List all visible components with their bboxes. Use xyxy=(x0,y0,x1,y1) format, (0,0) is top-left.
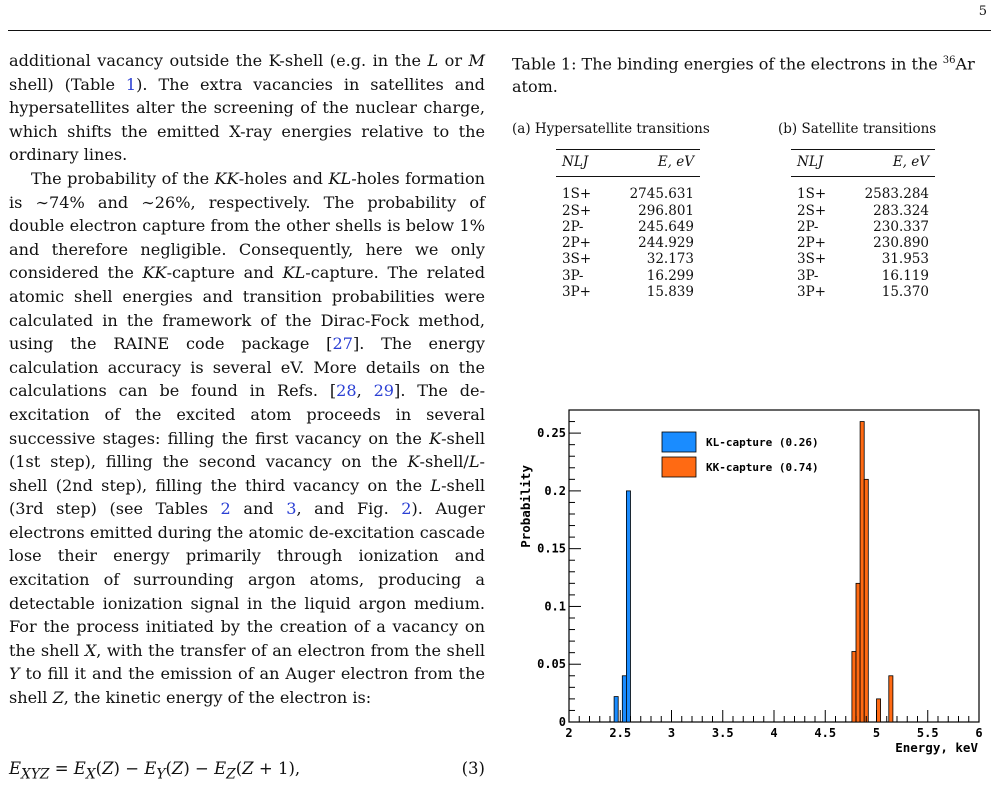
text-run: , and Fig. xyxy=(296,499,402,519)
legend-label: KK-capture (0.74) xyxy=(706,461,819,474)
histogram-bar xyxy=(860,422,864,722)
citation-link[interactable]: 28 xyxy=(336,381,357,401)
table-header-row xyxy=(791,150,935,177)
subtable-caption: (a) Hypersatellite transitions xyxy=(512,121,710,137)
header-rule xyxy=(8,30,991,31)
table-row xyxy=(556,251,700,267)
equation-number: (3) xyxy=(461,759,485,778)
y-tick-label: 0 xyxy=(558,715,566,729)
energy-cell: 296.801 xyxy=(638,202,694,219)
energy-cell: 16.299 xyxy=(646,267,694,284)
body-paragraph xyxy=(9,167,485,710)
energy-cell: 15.370 xyxy=(881,284,929,301)
energy-table xyxy=(791,149,935,300)
text-run: , with the transfer of an electron from the shell xyxy=(96,640,485,660)
shell-cell: 1S+ xyxy=(797,186,827,203)
table-row xyxy=(791,284,935,300)
text-run: ]. The energy calculation accuracy is several eV. More details on the calculations can be found in Refs. [ xyxy=(9,334,485,401)
y-tick-label: 0.2 xyxy=(544,483,566,498)
energy-cell: 15.839 xyxy=(646,284,694,301)
table-header-row xyxy=(556,150,700,177)
binding-energy-tables xyxy=(512,121,992,351)
italic-symbol: KK xyxy=(142,263,167,283)
right-column xyxy=(512,49,992,301)
italic-symbol: KL xyxy=(282,263,306,283)
equation-body: $E_{XYZ} = E_X(Z) - E_Y(Z) - E_Z(Z + 1)$, xyxy=(9,759,301,783)
italic-symbol: Y xyxy=(9,664,20,684)
energy-cell: 230.890 xyxy=(873,235,929,252)
shell-cell: 2P- xyxy=(562,218,584,235)
subtable-caption: (b) Satellite transitions xyxy=(778,121,937,137)
x-tick-label: 3.5 xyxy=(711,726,734,740)
energy-cell: 283.324 xyxy=(873,202,929,219)
text-run: -shell (2nd step), filling the third vacancy on the xyxy=(9,452,485,495)
energy-cell: 230.337 xyxy=(873,218,929,235)
table-row xyxy=(556,177,700,203)
citation-link[interactable]: 3 xyxy=(286,499,297,519)
energy-cell: 32.173 xyxy=(646,251,694,268)
legend-label: KL-capture (0.26) xyxy=(706,436,819,449)
text-run: to fill it and the emission of an Auger electron from the shell xyxy=(9,664,485,708)
energy-cell: 16.119 xyxy=(881,267,929,284)
text-run: , xyxy=(356,381,374,401)
text-run: -capture. The related atomic shell energies and transition probabilities were calculated in the framework of the Dirac-Fock method, using the RAINE code package [ xyxy=(9,263,485,354)
energy-histogram-chart xyxy=(510,402,992,762)
shell-cell: 3P- xyxy=(797,267,819,284)
x-tick-label: 3 xyxy=(667,726,676,740)
text-run: , the kinetic energy of the electron is: xyxy=(63,688,372,708)
y-tick-label: 0.25 xyxy=(537,426,566,441)
shell-cell: 3P+ xyxy=(562,284,591,301)
citation-link[interactable]: 29 xyxy=(373,381,395,401)
text-run: ). Auger electrons emitted during the atomic de-excitation cascade lose their energy primarily through ionization and excitation of surrounding argon atoms, producing a detectable ionization signal in the liquid argon medium. For the process initiated by the creation of a vacancy on the shell xyxy=(9,499,485,660)
energy-cell: 245.649 xyxy=(638,218,694,235)
energy-cell: 2583.284 xyxy=(864,186,929,203)
shell-cell: 2S+ xyxy=(562,202,592,219)
text-run: -shell (3rd step) (see Tables xyxy=(9,475,485,519)
page-number: 5 xyxy=(978,4,987,19)
x-tick-label: 5 xyxy=(872,726,881,740)
column-header-energy: E, eV xyxy=(892,154,929,170)
italic-symbol: K xyxy=(407,452,420,472)
shell-cell: 2P+ xyxy=(562,235,591,252)
y-tick-label: 0.15 xyxy=(537,541,566,556)
column-header-energy: E, eV xyxy=(657,154,694,170)
x-tick-label: 2 xyxy=(565,726,573,740)
citation-link[interactable]: 1 xyxy=(125,74,137,94)
text-run: The probability of the xyxy=(31,168,215,188)
shell-cell: 2P+ xyxy=(797,235,826,252)
text-run: ]. The de-excitation of the excited atom proceeds in several successive stages: filling the first vacancy on the xyxy=(9,381,486,448)
shell-cell: 3P- xyxy=(562,267,584,284)
italic-symbol: M xyxy=(468,51,485,70)
table-row xyxy=(791,251,935,267)
x-tick-label: 4.5 xyxy=(814,726,837,740)
histogram-bar xyxy=(614,697,618,722)
text-run: -holes formation is ∼74% and ∼26%, respectively. The probability of double electron capture from the other shells is below 1% and therefore negligible. Consequently, here we only considered the xyxy=(9,168,486,283)
histogram-bar xyxy=(864,479,868,722)
energy-cell: 2745.631 xyxy=(629,186,694,203)
text-run: -capture and xyxy=(166,263,283,283)
table-row xyxy=(556,284,700,300)
x-axis-label: Energy, keV xyxy=(895,740,978,755)
text-run: -holes and xyxy=(238,168,329,188)
table-row xyxy=(791,177,935,203)
italic-symbol: K xyxy=(429,428,442,448)
table-body xyxy=(556,177,700,301)
table-row xyxy=(556,268,700,284)
column-header-nlj: NLJ xyxy=(562,154,589,170)
histogram-bar xyxy=(877,699,881,722)
table-caption xyxy=(512,49,992,98)
italic-symbol: KL xyxy=(328,168,352,188)
y-tick-label: 0.05 xyxy=(537,657,566,672)
histogram-bar xyxy=(622,676,626,722)
italic-symbol: L xyxy=(430,475,442,495)
table-body xyxy=(791,177,935,301)
citation-link[interactable]: 27 xyxy=(332,334,353,354)
italic-symbol: X xyxy=(84,640,97,660)
table-row xyxy=(556,203,700,219)
energy-cell: 244.929 xyxy=(638,235,694,252)
histogram-bar xyxy=(852,652,856,722)
x-tick-label: 4 xyxy=(770,726,778,740)
italic-symbol: L xyxy=(468,452,480,472)
table-row xyxy=(791,219,935,235)
equation-3 xyxy=(9,759,485,782)
italic-symbol: KK xyxy=(214,168,239,188)
text-run: or xyxy=(438,51,469,70)
isotope-mass-number: 36 xyxy=(942,55,956,66)
table-caption-suffix: Ar atom. xyxy=(512,54,975,97)
x-tick-label: 6 xyxy=(975,726,983,740)
text-run: and xyxy=(230,499,287,519)
italic-symbol: L xyxy=(427,51,439,70)
table-caption-prefix: Table 1: The binding energies of the electrons in the xyxy=(512,54,943,74)
text-run: -shell/ xyxy=(419,452,469,472)
subtable-satellite xyxy=(778,121,936,300)
shell-cell: 1S+ xyxy=(562,186,592,203)
table-row xyxy=(556,235,700,251)
legend-swatch xyxy=(662,432,696,452)
body-text-column xyxy=(9,49,485,710)
text-run: shell) (Table xyxy=(9,74,126,94)
energy-cell: 31.953 xyxy=(881,251,929,268)
citation-link[interactable]: 2 xyxy=(401,499,412,519)
shell-cell: 3P+ xyxy=(797,284,826,301)
table-row xyxy=(791,235,935,251)
table-row xyxy=(791,203,935,219)
histogram-bar xyxy=(856,583,860,722)
body-paragraph xyxy=(9,49,485,167)
text-run: -shell (1st step), filling the second vacancy on the xyxy=(9,428,485,472)
legend-swatch xyxy=(662,457,696,477)
italic-symbol: Z xyxy=(52,688,64,708)
table-row xyxy=(791,268,935,284)
text-run: additional vacancy outside the K-shell (e.g. in the xyxy=(9,51,428,70)
shell-cell: 2S+ xyxy=(797,202,827,219)
table-row xyxy=(556,219,700,235)
text-run: ). The extra vacancies in satellites and hypersatellites alter the screening of the nuclear charge, which shifts the emitted X-ray energies relative to the ordinary lines. xyxy=(9,74,485,165)
histogram-bar xyxy=(626,491,630,722)
subtable-hypersatellite xyxy=(512,121,710,300)
shell-cell: 3S+ xyxy=(797,251,827,268)
x-tick-label: 2.5 xyxy=(609,726,632,740)
histogram-bar xyxy=(889,676,893,722)
y-axis-label: Probability xyxy=(518,465,533,548)
x-tick-label: 5.5 xyxy=(916,726,939,740)
shell-cell: 2P- xyxy=(797,218,819,235)
energy-table xyxy=(556,149,700,300)
y-tick-label: 0.1 xyxy=(544,599,566,614)
column-header-nlj: NLJ xyxy=(797,154,824,170)
shell-cell: 3S+ xyxy=(562,251,592,268)
citation-link[interactable]: 2 xyxy=(220,499,231,519)
